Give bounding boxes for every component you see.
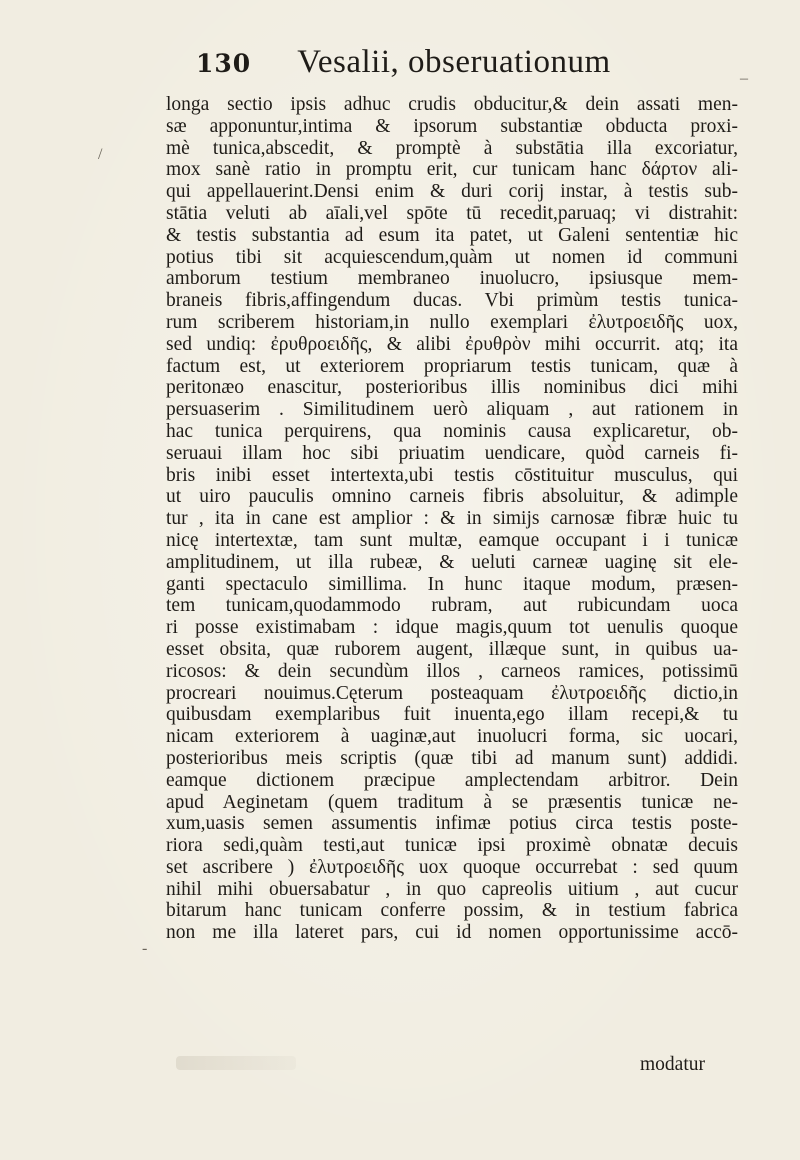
text-line: stātia veluti ab aīali,vel spōte tū recedit,paruaq; vi distrahit: (166, 202, 738, 224)
text-line: peritonæo enascitur, posterioribus illis nominibus dici mihi (166, 377, 738, 399)
text-line: qui appellauerint.Densi enim & duri corij instar, à testis sub- (166, 181, 738, 203)
text-line: nihil mihi obuersabatur , in quo capreolis uitium , aut cucur (166, 878, 738, 900)
text-line: & testis substantia ad esum ita patet, ut Galeni sententiæ hic (166, 224, 738, 246)
margin-dash-mark: - (142, 940, 148, 957)
text-line: ricosos: & dein secundùm illos , carneos ramices, potissimū (166, 660, 738, 682)
text-line: sæ apponuntur,intima & ipsorum substantiæ obducta proxi- (166, 115, 738, 137)
text-line: tem tunicam,quodammodo rubram, aut rubicundam uoca (166, 595, 738, 617)
text-line: rum scriberem historiam,in nullo exemplari ἐλυτροειδῆς uox, (166, 311, 738, 333)
text-line: nicam exteriorem à uaginæ,aut inuolucri forma, sic uocari, (166, 726, 738, 748)
text-line: braneis fibris,affingendum ducas. Vbi primùm testis tunica- (166, 290, 738, 312)
text-line: bitarum hanc tunicam conferre possim, & in testium fabrica (166, 900, 738, 922)
text-line: amborum testium membraneo inuolucro, ipsiusque mem- (166, 268, 738, 290)
text-line: bris inibi esset intertexta,ubi testis cōstituitur musculus, qui (166, 464, 738, 486)
text-line: apud Aeginetam (quem traditum à se præsentis tunicæ ne- (166, 791, 738, 813)
text-line: xum,uasis semen assumentis infimæ potius circa testis poste- (166, 813, 738, 835)
text-line: non me illa lateret pars, cui id nomen opportunissime accō- (166, 922, 738, 944)
margin-tick-mark: / (98, 146, 103, 163)
page-number: 130 (196, 49, 252, 78)
text-line: eamque dictionem præcipue amplectendam arbitror. Dein (166, 769, 738, 791)
text-line: set ascribere ) ἐλυτροειδῆς uox quoque occurrebat : sed quum (166, 856, 738, 878)
text-line: tur , ita in cane est amplior : & in simijs carnosæ fibræ huic tu (166, 508, 738, 530)
text-line: ut uiro pauculis omnino carneis fibris absoluitur, & adimple (166, 486, 738, 508)
text-line: factum est, ut exteriorem propriarum testis tunicam, quæ à (166, 355, 738, 377)
text-line: longa sectio ipsis adhuc crudis obducitur,& dein assati men- (166, 94, 738, 115)
text-line: hac tunica perquirens, qua nominis causa explicaretur, ob- (166, 420, 738, 442)
margin-dash-mark: – (740, 70, 748, 87)
text-line: amplitudinem, ut illa rubeæ, & ueluti carneæ uaginę sit ele- (166, 551, 738, 573)
catchword: modatur (640, 1054, 705, 1075)
text-line: mè tunica,abscedit, & promptè à substātia illa excoriatur, (166, 137, 738, 159)
text-line: potius tibi sit acquiescendum,quàm ut nomen id communi (166, 246, 738, 268)
text-line: riora sedi,quàm testi,aut tunicæ ipsi proximè obnatæ decuis (166, 835, 738, 857)
text-line: procreari nouimus.Cęterum posteaquam ἐλυτροειδῆς dictio,in (166, 682, 738, 704)
text-line: ganti spectaculo simillima. In hunc itaque modum, præsen- (166, 573, 738, 595)
running-head (196, 44, 611, 88)
ink-show-through (176, 1056, 296, 1070)
text-line: sed undiq: ἐρυθροειδῆς, & alibi ἐρυθρὸν mihi occurrit. atq; ita (166, 333, 738, 355)
text-line: nicę intertextæ, tam sunt multæ, eamque occupant i i tunicæ (166, 529, 738, 551)
text-line: seruaui illam hoc sibi priuatim uendicare, quòd carneis fi- (166, 442, 738, 464)
body-text (166, 94, 738, 944)
text-line: persuaserim . Similitudinem uerò aliquam , aut rationem in (166, 399, 738, 421)
text-line: quibusdam exemplaribus fuit inuenta,ego illam recepi,& tu (166, 704, 738, 726)
text-line: ri posse existimabam : idque magis,quum tot uenulis quoque (166, 617, 738, 639)
text-line: mox sanè ratio in promptu erit, cur tunicam hanc δάρτον ali- (166, 159, 738, 181)
running-title: Vesalii, obseruationum (297, 44, 611, 80)
text-line: posterioribus meis scriptis (quæ tibi ad manum sunt) addidi. (166, 747, 738, 769)
text-line: esset obsita, quæ ruborem augent, illæque sunt, in quibus ua- (166, 638, 738, 660)
